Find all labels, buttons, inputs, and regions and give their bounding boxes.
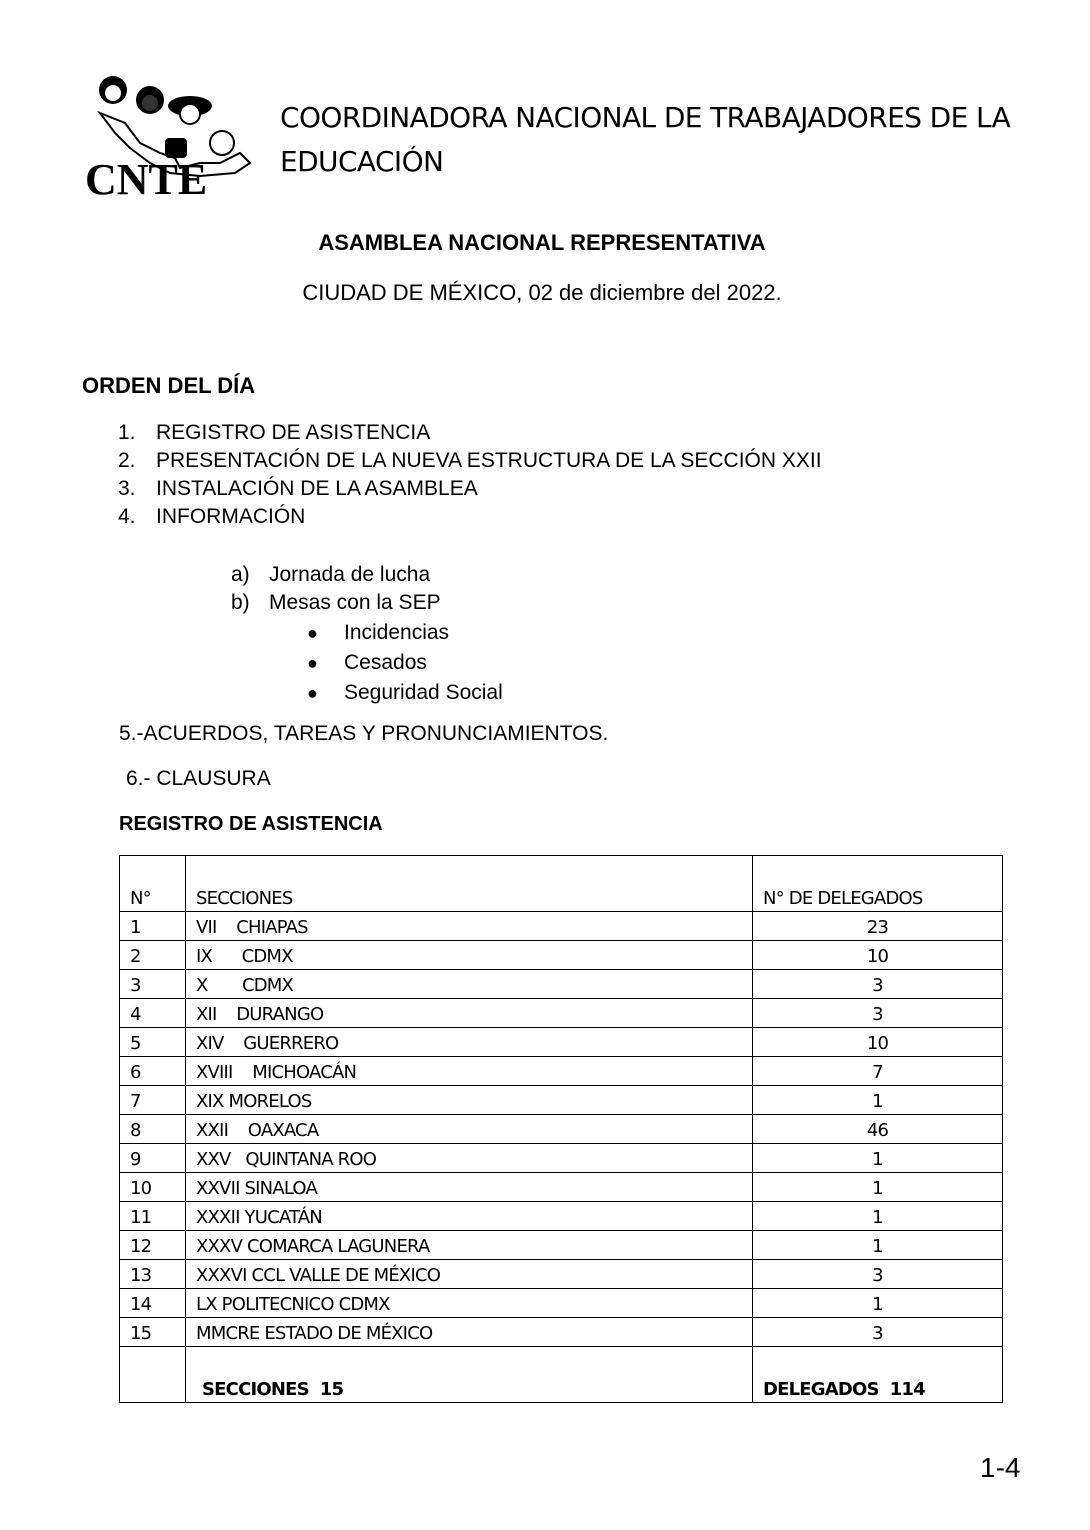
bullet-label: Cesados (344, 651, 427, 674)
table-row (120, 1173, 1003, 1202)
bullet-icon: ● (307, 623, 318, 643)
table-row (120, 1144, 1003, 1173)
cell-delegados: 23 (753, 912, 1003, 941)
agenda-item (118, 447, 822, 475)
cell-number: 14 (120, 1289, 186, 1318)
cell-delegados: 7 (753, 1057, 1003, 1086)
bullet-label: Incidencias (344, 621, 450, 644)
cell-number: 13 (120, 1260, 186, 1289)
logo-text: CNTE (85, 155, 208, 200)
assembly-title: ASAMBLEA NACIONAL REPRESENTATIVA (318, 230, 766, 255)
cell-delegados: 3 (753, 1260, 1003, 1289)
item-label: REGISTRO DE ASISTENCIA (156, 421, 431, 444)
table-row (120, 1202, 1003, 1231)
agenda-title: ORDEN DEL DÍA (82, 373, 256, 398)
subitem-letter: a) (231, 563, 250, 586)
agenda-bullet-list (307, 618, 503, 708)
cell-seccion: XIX MORELOS (186, 1086, 753, 1115)
cell-number: 3 (120, 970, 186, 999)
agenda-item (118, 503, 822, 531)
table-row (120, 970, 1003, 999)
cell-number: 7 (120, 1086, 186, 1115)
cell-delegados: 1 (753, 1289, 1003, 1318)
cnte-logo (80, 68, 260, 200)
cell-number: 4 (120, 999, 186, 1028)
item-number: 1. (118, 421, 136, 444)
cell-delegados: 10 (753, 941, 1003, 970)
cell-number: 12 (120, 1231, 186, 1260)
subitem-letter: b) (231, 591, 250, 614)
agenda-item-5: 5.-ACUERDOS, TAREAS Y PRONUNCIAMIENTOS. (119, 722, 609, 745)
cell-seccion: XXXII YUCATÁN (186, 1202, 753, 1231)
bullet-item (307, 648, 503, 678)
cell-seccion: LX POLITECNICO CDMX (186, 1289, 753, 1318)
cell-number: 9 (120, 1144, 186, 1173)
total-secciones: SECCIONES 15 (186, 1347, 753, 1403)
agenda-sublist (231, 561, 441, 617)
cell-number: 2 (120, 941, 186, 970)
bullet-item (307, 678, 503, 708)
item-number: 2. (118, 449, 136, 472)
table-row (120, 912, 1003, 941)
cell-delegados: 46 (753, 1115, 1003, 1144)
total-delegados: DELEGADOS 114 (753, 1347, 1003, 1403)
table-row (120, 1260, 1003, 1289)
column-header-delegados: N° DE DELEGADOS (753, 856, 1003, 912)
table-total-row (120, 1347, 1003, 1403)
cell-seccion: X CDMX (186, 970, 753, 999)
table-row (120, 1028, 1003, 1057)
table-row (120, 1115, 1003, 1144)
cell-number: 15 (120, 1318, 186, 1347)
cell-delegados: 1 (753, 1173, 1003, 1202)
cell-empty (120, 1347, 186, 1403)
column-header-number: N° (120, 856, 186, 912)
cell-seccion: XVIII MICHOACÁN (186, 1057, 753, 1086)
cell-seccion: XXVII SINALOA (186, 1173, 753, 1202)
subitem-label: Jornada de lucha (269, 563, 431, 586)
column-header-secciones: SECCIONES (186, 856, 753, 912)
agenda-subitem (231, 561, 441, 589)
table-row (120, 1318, 1003, 1347)
item-label: PRESENTACIÓN DE LA NUEVA ESTRUCTURA DE LA SECCIÓN XXII (156, 449, 822, 472)
agenda-list (118, 419, 822, 531)
item-label: INFORMACIÓN (156, 505, 306, 528)
table-row (120, 1289, 1003, 1318)
bullet-icon: ● (307, 653, 318, 673)
cell-number: 8 (120, 1115, 186, 1144)
table-row (120, 941, 1003, 970)
cell-seccion: XXII OAXACA (186, 1115, 753, 1144)
attendance-table (119, 855, 1003, 1403)
cell-number: 1 (120, 912, 186, 941)
cell-seccion: IX CDMX (186, 941, 753, 970)
item-number: 3. (118, 477, 136, 500)
page-number: 1-4 (980, 1452, 1021, 1483)
agenda-item (118, 419, 822, 447)
registro-title: REGISTRO DE ASISTENCIA (119, 813, 383, 835)
subitem-label: Mesas con la SEP (269, 591, 441, 614)
item-number: 4. (118, 505, 136, 528)
cell-number: 6 (120, 1057, 186, 1086)
cell-number: 10 (120, 1173, 186, 1202)
cell-delegados: 3 (753, 1318, 1003, 1347)
cell-delegados: 10 (753, 1028, 1003, 1057)
organization-title: COORDINADORA NACIONAL DE TRABAJADORES DE LA EDUCACIÓN (280, 101, 1011, 178)
table-row (120, 1086, 1003, 1115)
agenda-item-6: 6.- CLAUSURA (126, 767, 271, 790)
cell-seccion: XXXV COMARCA LAGUNERA (186, 1231, 753, 1260)
cell-number: 5 (120, 1028, 186, 1057)
agenda-subitem (231, 589, 441, 617)
cell-seccion: XXXVI CCL VALLE DE MÉXICO (186, 1260, 753, 1289)
cell-delegados: 1 (753, 1086, 1003, 1115)
agenda-item (118, 475, 822, 503)
table-header-row (120, 856, 1003, 912)
item-label: INSTALACIÓN DE LA ASAMBLEA (156, 477, 478, 500)
cell-seccion: MMCRE ESTADO DE MÉXICO (186, 1318, 753, 1347)
cell-seccion: XXV QUINTANA ROO (186, 1144, 753, 1173)
cell-delegados: 1 (753, 1231, 1003, 1260)
cell-seccion: VII CHIAPAS (186, 912, 753, 941)
cell-seccion: XII DURANGO (186, 999, 753, 1028)
cell-delegados: 3 (753, 970, 1003, 999)
table-row (120, 1057, 1003, 1086)
cell-delegados: 1 (753, 1144, 1003, 1173)
table-row (120, 999, 1003, 1028)
cell-seccion: XIV GUERRERO (186, 1028, 753, 1057)
cell-number: 11 (120, 1202, 186, 1231)
bullet-item (307, 618, 503, 648)
cell-delegados: 1 (753, 1202, 1003, 1231)
place-date: CIUDAD DE MÉXICO, 02 de diciembre del 2022. (302, 280, 782, 305)
bullet-label: Seguridad Social (344, 681, 503, 704)
cell-delegados: 3 (753, 999, 1003, 1028)
bullet-icon: ● (307, 683, 318, 703)
table-row (120, 1231, 1003, 1260)
